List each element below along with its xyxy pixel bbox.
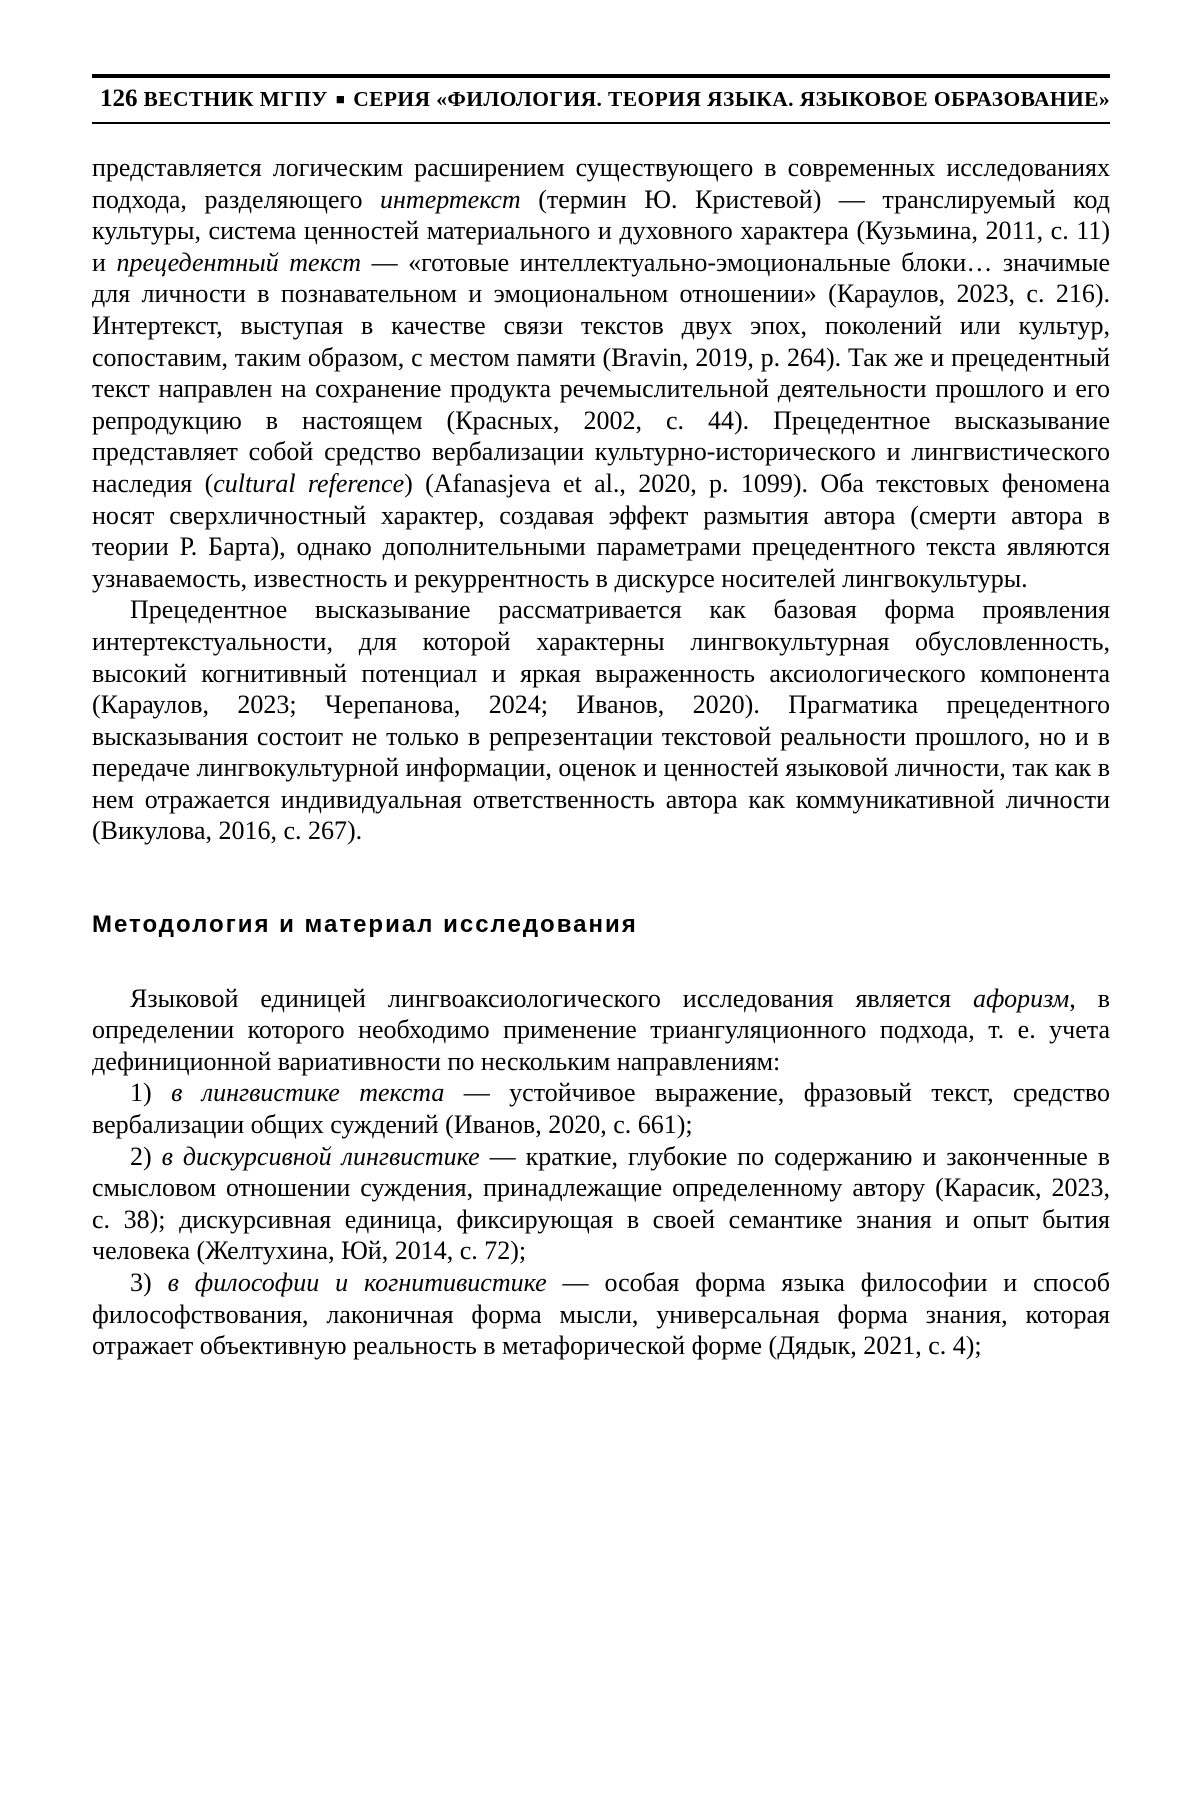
series-title: СЕРИЯ «ФИЛОЛОГИЯ. ТЕОРИЯ ЯЗЫКА. ЯЗЫКОВОЕ ОБРАЗОВАНИЕ» <box>353 87 1111 111</box>
italic-text-run: интертекст <box>380 184 521 214</box>
square-separator-icon: ■ <box>335 92 346 108</box>
text-run: ) (Afanasjeva et al., 2020, p. 1099). Оба текстовых феномена носят сверхличностный характер, создавая эффект размытия автора (смерти автора в теории Р. Барта), однако дополнительными параметрами прецедентного текста являются узнаваемость, известность и рекуррентность в дискурсе носителей лингвокультуры. <box>92 468 1110 593</box>
text-run: — устойчивое выражение, фразовый текст, средство вербализации общих суждений (Иванов, 2020, с. 661); <box>92 1078 1110 1140</box>
list-item-1 <box>92 1077 1110 1140</box>
journal-name: ВЕСТНИК МГПУ <box>143 87 328 111</box>
list-item-3 <box>92 1267 1110 1362</box>
text-run: Прецедентное высказывание рассматривается как базовая форма проявления интертекстуальности, для которой характерны лингвокультурная обусловленность, высокий когнитивный потенциал и яркая выраженность аксиологического компонента (Караулов, 2023; Черепанова, 2024; Иванов, 2020). Прагматика прецедентного высказывания состоит не только в репрезентации текстовой реальности прошлого, но и в передаче лингвокультурной информации, оценок и ценностей языковой личности, так как в нем отражается индивидуальная ответственность автора как коммуникативной личности (Викулова, 2016, с. 267). <box>92 595 1110 846</box>
italic-text-run: в лингвистике текста <box>171 1078 445 1108</box>
italic-text-run: в дискурсивной лингвистике <box>161 1141 480 1171</box>
italic-text-run: cultural reference <box>213 468 405 498</box>
running-head <box>92 74 1110 124</box>
paragraph-aphorism <box>92 983 1110 1078</box>
paragraph-precedent-statement <box>92 594 1110 847</box>
list-item-2 <box>92 1141 1110 1267</box>
text-run: — особая форма языка философии и способ философствования, лаконичная форма мысли, универсальная форма знания, которая отражает объективную реальность в метафорической форме (Дядык, 2021, с. 4); <box>92 1268 1110 1361</box>
italic-text-run: прецедентный текст <box>116 247 362 277</box>
italic-text-run: в философии и когнитивистике <box>167 1268 547 1297</box>
text-run: 3) <box>130 1268 168 1297</box>
text-run: (термин Ю. Кристевой) — транслируемый код культуры, система ценностей материального и духовного характера (Кузьмина, 2011, с. 11) и <box>92 184 1110 277</box>
header-row <box>92 78 1110 122</box>
section-heading: Методология и материал исследования <box>92 911 638 939</box>
italic-text-run: афоризм <box>973 983 1070 1013</box>
text-run: 1) <box>130 1078 172 1108</box>
article-body <box>92 152 1110 1362</box>
text-run: — «готовые интеллектуально-эмоциональные блоки… значимые для личности в познавательном и эмоциональном отношении» (Караулов, 2023, с. 216). Интертекст, выступая в качестве связи текстов двух эпох, поколений или культур, сопоставим, таким образом, с местом памяти (Bravin, 2019, p. 264). Так же и прецедентный текст направлен на сохранение продукта речемыслительной деятельности прошлого и его репродукцию в настоящем (Красных, 2002, с. 44). Прецедентное высказывание представляет собой средство вербализации культурно-исторического и лингвистического наследия ( <box>92 247 1110 498</box>
text-run: , в определении которого необходимо применение триангуляционного подхода, т. е. учета дефиниционной вариативности по нескольким направлениям: <box>92 983 1111 1076</box>
text-run: Языковой единицей лингвоаксиологического исследования является <box>130 983 974 1013</box>
header-rule-bottom <box>92 122 1110 124</box>
paragraph-intertext <box>92 152 1110 594</box>
text-run: 2) <box>130 1141 162 1171</box>
text-run: — краткие, глубокие по содержанию и законченные в смысловом отношении суждения, принадлежащие определенному автору (Карасик, 2023, с. 38); дискурсивная единица, фиксирующая в своей семантике знания и опыт бытия человека (Желтухина, Юй, 2014, с. 72); <box>92 1141 1110 1266</box>
journal-title <box>144 87 1111 112</box>
text-run: представляется логическим расширением существующего в современных исследованиях подхода, разделяющего <box>92 153 1110 214</box>
page-number: 126 <box>100 85 138 112</box>
